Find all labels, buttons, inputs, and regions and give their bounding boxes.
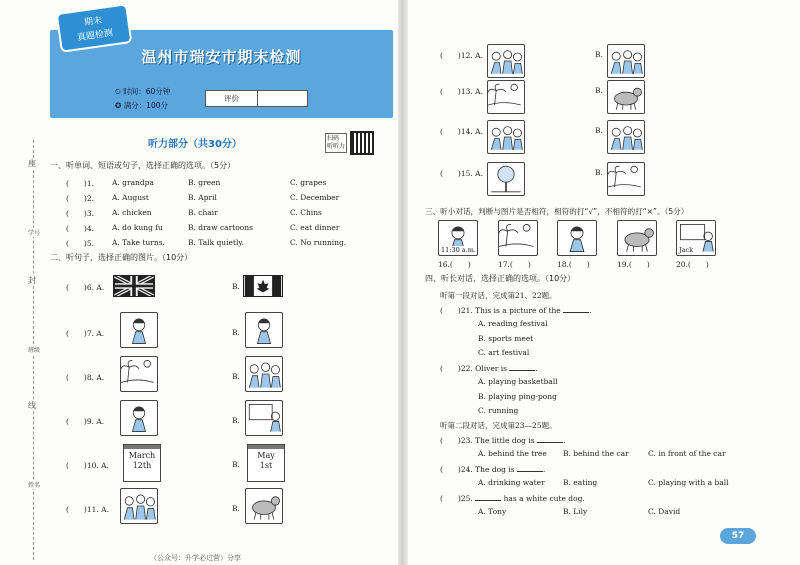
clock-icon: ⏲ bbox=[115, 87, 121, 96]
item19-picture bbox=[617, 220, 657, 256]
q25-option-c: C. David bbox=[648, 507, 681, 516]
q5-option-c: C. No running. bbox=[290, 238, 347, 247]
item16-picture bbox=[438, 220, 478, 256]
q8-b-label: B. bbox=[232, 372, 240, 381]
score-label: 评价 bbox=[206, 91, 258, 106]
q25-option-a: A. Tony bbox=[478, 507, 507, 516]
q12-b-label: B. bbox=[595, 50, 603, 59]
q23-stem: ( )23. The little dog is . bbox=[440, 436, 566, 445]
q3-label: ( )3. bbox=[66, 209, 95, 218]
q1-option-a: A. grandpa bbox=[112, 178, 154, 187]
q7-label: ( )7. A. bbox=[66, 329, 105, 338]
section1-heading: 一、听单词、短语或句子，选择正确的选项。（5分） bbox=[50, 161, 236, 170]
q13-picture-a bbox=[487, 80, 525, 114]
q1-label: ( )1. bbox=[66, 179, 95, 188]
q6-b-label: B. bbox=[232, 282, 240, 291]
item20-picture bbox=[676, 220, 716, 256]
q24-option-c: C. playing with a ball bbox=[648, 478, 729, 487]
q11-b-label: B. bbox=[232, 504, 240, 513]
q22-option-b: B. playing ping-pong bbox=[478, 392, 557, 401]
dialogue2-intro: 听第二段对话，完成第23—25题。 bbox=[440, 421, 557, 430]
item17-answer: 17.( ) bbox=[498, 260, 531, 269]
name-tag-text: Jack bbox=[679, 246, 694, 254]
q22-stem: ( )22. Oliver is . bbox=[440, 364, 538, 373]
page-number: 57 bbox=[720, 528, 756, 544]
q4-option-c: C. eat dinner bbox=[290, 223, 340, 232]
q21-option-a: A. reading festival bbox=[478, 319, 548, 328]
q10-label: ( )10. A. bbox=[66, 461, 109, 470]
q3-option-b: B. chair bbox=[188, 208, 218, 217]
q14-b-label: B. bbox=[595, 126, 603, 135]
item17-picture bbox=[498, 220, 538, 256]
score-info: ✪ 满分：100分 bbox=[115, 101, 169, 110]
q23-option-a: A. behind the tree bbox=[478, 449, 547, 458]
item16-answer: 16.( ) bbox=[438, 260, 471, 269]
q13-picture-b bbox=[607, 80, 645, 114]
q13-label: ( )13. A. bbox=[440, 87, 483, 96]
q2-label: ( )2. bbox=[66, 194, 95, 203]
q8-picture-b bbox=[245, 356, 283, 392]
q1-option-b: B. green bbox=[188, 178, 221, 187]
q3-option-c: C. Chins bbox=[290, 208, 322, 217]
dialogue1-intro: 听第一段对话，完成第21、22题。 bbox=[440, 291, 557, 300]
margin-char-1: 座 bbox=[28, 159, 36, 168]
q22-option-c: C. running bbox=[478, 406, 519, 415]
q21-option-c: C. art festival bbox=[478, 348, 530, 357]
q7-picture-a bbox=[120, 312, 158, 348]
q4-option-b: B. draw cartoons bbox=[188, 223, 253, 232]
uk-flag-image bbox=[113, 275, 155, 297]
q4-label: ( )4. bbox=[66, 224, 95, 233]
q10-calendar-a: March 12th bbox=[123, 444, 161, 482]
q9-picture-b bbox=[245, 400, 283, 436]
badge-line-2: 真题检测 bbox=[76, 28, 114, 44]
q25-option-b: B. Lily bbox=[563, 507, 588, 516]
page-fold bbox=[398, 0, 408, 565]
margin-char-3: 线 bbox=[28, 401, 36, 410]
check-icon: ✪ bbox=[115, 101, 122, 110]
q2-option-a: A. August bbox=[112, 193, 149, 202]
q6-label: ( )6. A. bbox=[66, 283, 105, 292]
q11-label: ( )11. A. bbox=[66, 505, 109, 514]
margin-char-2: 封 bbox=[28, 276, 36, 285]
q8-label: ( )8. A. bbox=[66, 373, 105, 382]
item18-answer: 18.( ) bbox=[557, 260, 590, 269]
q8-picture-a bbox=[120, 356, 158, 392]
q25-stem: ( )25. has a white cute dog. bbox=[440, 494, 585, 503]
q24-option-b: B. eating bbox=[563, 478, 598, 487]
q15-b-label: B. bbox=[595, 168, 603, 177]
q10-calendar-b: May 1st bbox=[247, 444, 285, 482]
exam-title: 温州市瑞安市期末检测 bbox=[141, 48, 302, 66]
q21-option-b: B. sports meet bbox=[478, 334, 534, 343]
q12-picture-a bbox=[487, 44, 525, 78]
q22-option-a: A. playing basketball bbox=[478, 377, 558, 386]
q5-label: ( )5. bbox=[66, 239, 95, 248]
item19-answer: 19.( ) bbox=[617, 260, 650, 269]
section3-heading: 三、听小对话，判断与图片是否相符，相符的打“√”，不相符的打“×”。（5分） bbox=[425, 207, 689, 216]
qr-code-icon[interactable] bbox=[350, 131, 374, 155]
q11-picture-b bbox=[245, 488, 283, 524]
q2-option-c: C. December bbox=[290, 193, 340, 202]
qr-label: 扫码 听听力 bbox=[325, 133, 347, 153]
q10-b-label: B. bbox=[232, 460, 240, 469]
section2-heading: 二、听句子，选择正确的图片。（10分） bbox=[50, 253, 193, 262]
q23-option-c: C. in front of the car bbox=[648, 449, 726, 458]
clock-time-text: 11:30 a.m. bbox=[441, 246, 476, 254]
q5-option-b: B. Talk quietly. bbox=[188, 238, 245, 247]
q5-option-a: A. Take turns. bbox=[112, 238, 165, 247]
q7-picture-b bbox=[245, 312, 283, 348]
section4-heading: 四、听长对话，选择正确的选项。（10分） bbox=[425, 274, 576, 283]
margin-side-class: 班级 bbox=[28, 347, 41, 354]
q14-label: ( )14. A. bbox=[440, 127, 483, 136]
q14-picture-b bbox=[607, 120, 645, 154]
margin-side-no: 学号 bbox=[28, 230, 41, 237]
q15-picture-b bbox=[607, 162, 645, 196]
q24-stem: ( )24. The dog is . bbox=[440, 465, 546, 474]
q2-option-b: B. April bbox=[188, 193, 217, 202]
item18-picture bbox=[557, 220, 597, 256]
item20-answer: 20.( ) bbox=[676, 260, 709, 269]
q24-option-a: A. drinking water bbox=[478, 478, 545, 487]
q23-option-b: B. behind the car bbox=[563, 449, 629, 458]
q9-picture-a bbox=[120, 400, 158, 436]
time-info: ⏲ 时间：60分钟 bbox=[115, 87, 171, 96]
score-box[interactable] bbox=[205, 90, 308, 107]
q13-b-label: B. bbox=[595, 86, 603, 95]
q4-option-a: A. do kung fu bbox=[112, 223, 163, 232]
q9-label: ( )9. A. bbox=[66, 417, 105, 426]
listening-title: 听力部分（共30分） bbox=[148, 139, 242, 150]
q12-label: ( )12. A. bbox=[440, 51, 483, 60]
footer-note: （公众号：升学必过营）分享 bbox=[150, 554, 241, 562]
q14-picture-a bbox=[487, 120, 525, 154]
canada-flag-image bbox=[243, 275, 283, 297]
q1-option-c: C. grapes bbox=[290, 178, 327, 187]
q15-label: ( )15. A. bbox=[440, 169, 483, 178]
q3-option-a: A. chicken bbox=[112, 208, 152, 217]
margin-side-name: 姓名 bbox=[28, 482, 41, 489]
q9-b-label: B. bbox=[232, 416, 240, 425]
q15-picture-a bbox=[487, 162, 525, 196]
q12-picture-b bbox=[607, 44, 645, 78]
q7-b-label: B. bbox=[232, 328, 240, 337]
q21-stem: ( )21. This is a picture of the . bbox=[440, 306, 592, 315]
q11-picture-a bbox=[120, 488, 158, 524]
badge-line-1: 期末 bbox=[83, 15, 103, 29]
